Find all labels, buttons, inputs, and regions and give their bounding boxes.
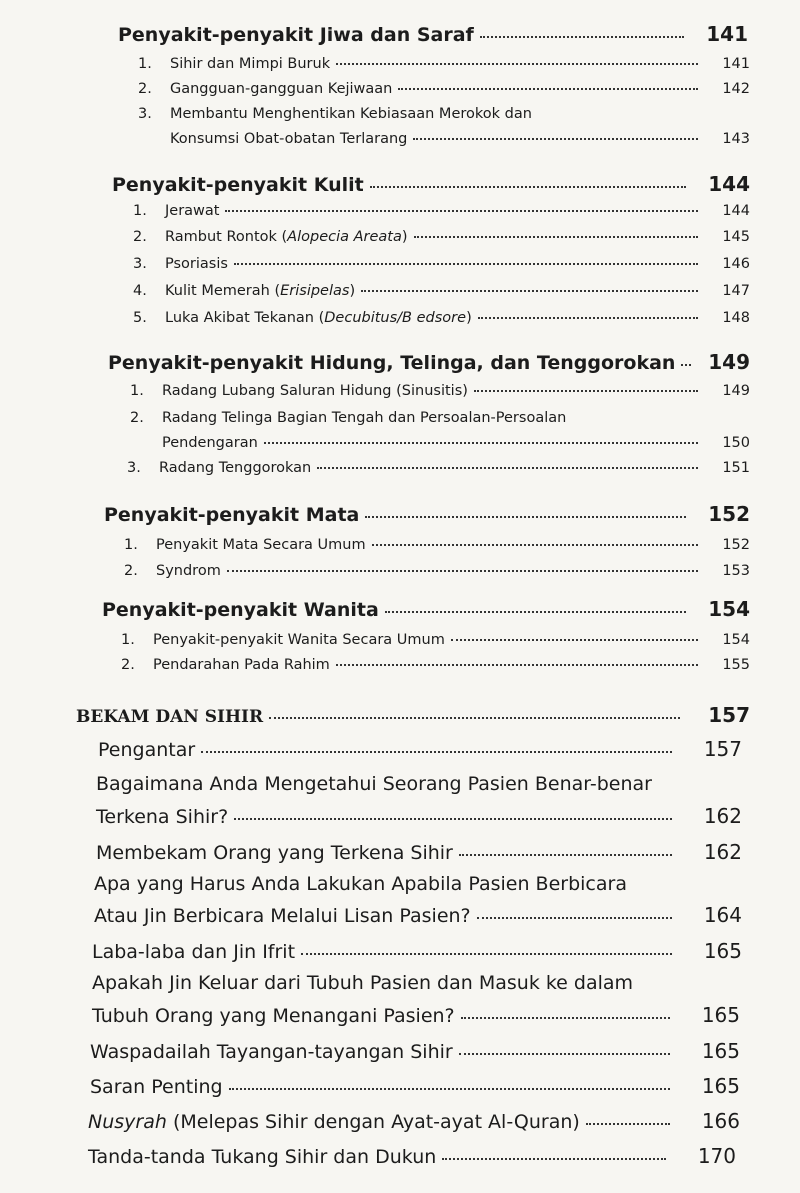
- toc-item[interactable]: [130, 383, 750, 399]
- toc-entry[interactable]: [88, 1109, 740, 1133]
- leader-dots: [459, 854, 672, 856]
- entry-title: Saran Penting: [90, 1076, 223, 1098]
- heading-page: 149: [708, 350, 750, 374]
- item-title: Pendengaran: [162, 435, 258, 451]
- leader-dots: [336, 664, 698, 666]
- entry-title: Nusyrah (Melepas Sihir dengan Ayat-ayat Al-Quran): [88, 1111, 580, 1133]
- entry-title: Atau Jin Berbicara Melalui Lisan Pasien?: [94, 905, 471, 927]
- entry-title: Bagaimana Anda Mengetahui Seorang Pasien Benar-benar: [96, 773, 652, 795]
- leader-dots: [227, 570, 698, 572]
- heading-title: Penyakit-penyakit Hidung, Telinga, dan Tenggorokan: [108, 352, 676, 374]
- item-title: Syndrom: [156, 563, 221, 579]
- entry-page: 165: [701, 1039, 740, 1063]
- leader-dots: [414, 236, 698, 238]
- leader-dots: [234, 818, 672, 820]
- leader-dots: [442, 1158, 666, 1160]
- heading-title: Penyakit-penyakit Jiwa dan Saraf: [118, 24, 474, 46]
- item-number: 4.: [133, 283, 147, 299]
- leader-dots: [269, 717, 680, 719]
- heading-title: Penyakit-penyakit Mata: [104, 504, 360, 526]
- item-number: 2.: [124, 563, 138, 579]
- toc-item[interactable]: [133, 310, 750, 326]
- item-number: 3.: [133, 256, 147, 272]
- item-page: 142: [722, 81, 750, 97]
- toc-entry[interactable]: [90, 1039, 740, 1063]
- toc-entry[interactable]: [92, 1003, 740, 1027]
- item-title: Kulit Memerah (Erisipelas): [165, 283, 356, 299]
- item-number: 3.: [138, 106, 152, 122]
- leader-dots: [451, 639, 698, 641]
- toc-item[interactable]: [127, 460, 750, 476]
- toc-item[interactable]: [162, 435, 750, 451]
- item-page: 155: [722, 657, 750, 673]
- toc-item[interactable]: [124, 563, 750, 579]
- item-title: Penyakit Mata Secara Umum: [156, 537, 366, 553]
- leader-dots: [474, 390, 698, 392]
- item-number: 1.: [130, 383, 144, 399]
- leader-dots: [477, 917, 672, 919]
- toc-entry[interactable]: [98, 737, 742, 761]
- entry-page: 170: [697, 1144, 736, 1168]
- toc-item-line: [138, 106, 532, 122]
- toc-item[interactable]: [170, 131, 750, 147]
- entry-page: 165: [703, 939, 742, 963]
- item-page: 143: [722, 131, 750, 147]
- item-page: 144: [722, 203, 750, 219]
- part-title: BEKAM DAN SIHIR: [76, 707, 264, 727]
- entry-page: 165: [701, 1003, 740, 1027]
- toc-item[interactable]: [133, 203, 750, 219]
- toc-item-line: [130, 410, 566, 426]
- item-title: Penyakit-penyakit Wanita Secara Umum: [153, 632, 445, 648]
- item-number: 1.: [133, 203, 147, 219]
- item-page: 149: [722, 383, 750, 399]
- heading-page: 144: [708, 172, 750, 196]
- toc-item[interactable]: [138, 81, 750, 97]
- item-title: Jerawat: [165, 203, 220, 219]
- entry-title: Terkena Sihir?: [96, 806, 229, 828]
- entry-title: Apakah Jin Keluar dari Tubuh Pasien dan Masuk ke dalam: [92, 972, 634, 994]
- toc-entry[interactable]: [96, 840, 742, 864]
- toc-entry-line: [96, 773, 652, 795]
- item-page: 154: [722, 632, 750, 648]
- entry-title: Pengantar: [98, 739, 196, 761]
- item-title: Konsumsi Obat-obatan Terlarang: [170, 131, 408, 147]
- leader-dots: [478, 317, 698, 319]
- leader-dots: [370, 186, 686, 188]
- toc-item[interactable]: [133, 283, 750, 299]
- heading-page: 152: [708, 502, 750, 526]
- item-number: 3.: [127, 460, 141, 476]
- heading-page: 154: [708, 597, 750, 621]
- leader-dots: [385, 611, 686, 613]
- toc-item[interactable]: [133, 229, 750, 245]
- toc-item[interactable]: [121, 657, 750, 673]
- item-page: 145: [722, 229, 750, 245]
- entry-title: Laba-laba dan Jin Ifrit: [92, 941, 296, 963]
- leader-dots: [461, 1017, 670, 1019]
- toc-entry-line: [92, 972, 633, 994]
- leader-dots: [586, 1123, 670, 1125]
- item-page: 148: [722, 310, 750, 326]
- leader-dots: [264, 442, 698, 444]
- toc-heading[interactable]: [112, 172, 750, 196]
- item-page: 150: [722, 435, 750, 451]
- item-page: 141: [722, 56, 750, 72]
- item-page: 147: [722, 283, 750, 299]
- leader-dots: [459, 1053, 670, 1055]
- entry-title: Tubuh Orang yang Menangani Pasien?: [92, 1005, 455, 1027]
- item-page: 151: [722, 460, 750, 476]
- item-title: Sihir dan Mimpi Buruk: [170, 56, 331, 72]
- entry-title: Waspadailah Tayangan-tayangan Sihir: [90, 1041, 453, 1063]
- leader-dots: [229, 1088, 670, 1090]
- toc-item[interactable]: [133, 256, 750, 272]
- item-title: Radang Tenggorokan: [159, 460, 312, 476]
- toc-entry[interactable]: [88, 1144, 736, 1168]
- leader-dots: [372, 544, 698, 546]
- entry-page: 157: [703, 737, 742, 761]
- leader-dots: [201, 751, 672, 753]
- item-page: 146: [722, 256, 750, 272]
- leader-dots: [681, 364, 691, 366]
- item-number: 1.: [121, 632, 135, 648]
- toc-item[interactable]: [121, 632, 750, 648]
- heading-title: Penyakit-penyakit Kulit: [112, 174, 364, 196]
- heading-title: Penyakit-penyakit Wanita: [102, 599, 379, 621]
- toc-heading[interactable]: [102, 597, 750, 621]
- leader-dots: [365, 516, 686, 518]
- leader-dots: [234, 263, 698, 265]
- toc-entry[interactable]: [92, 939, 742, 963]
- toc-entry-line: [94, 873, 627, 895]
- leader-dots: [336, 63, 698, 65]
- item-number: 2.: [121, 657, 135, 673]
- entry-page: 165: [701, 1074, 740, 1098]
- leader-dots: [361, 290, 698, 292]
- item-title: Rambut Rontok (Alopecia Areata): [165, 229, 408, 245]
- toc-heading[interactable]: [104, 502, 750, 526]
- item-title: Gangguan-gangguan Kejiwaan: [170, 81, 393, 97]
- item-number: 2.: [133, 229, 147, 245]
- item-title: Pendarahan Pada Rahim: [153, 657, 330, 673]
- item-page: 153: [722, 563, 750, 579]
- toc-item[interactable]: [138, 56, 750, 72]
- leader-dots: [301, 953, 672, 955]
- entry-page: 166: [701, 1109, 740, 1133]
- leader-dots: [398, 88, 698, 90]
- item-title: Luka Akibat Tekanan (Decubitus/B edsore): [165, 310, 472, 326]
- toc-entry[interactable]: [96, 804, 742, 828]
- toc-heading[interactable]: [108, 350, 750, 374]
- toc-heading[interactable]: [118, 22, 748, 46]
- item-title: Psoriasis: [165, 256, 228, 272]
- item-number: 5.: [133, 310, 147, 326]
- item-number: 1.: [124, 537, 138, 553]
- item-number: 1.: [138, 56, 152, 72]
- leader-dots: [225, 210, 698, 212]
- part-page: 157: [708, 703, 750, 727]
- leader-dots: [317, 467, 698, 469]
- toc-part-heading[interactable]: [76, 703, 750, 727]
- item-number: 2.: [130, 410, 144, 426]
- toc-entry[interactable]: [94, 903, 742, 927]
- leader-dots: [413, 138, 698, 140]
- heading-page: 141: [706, 22, 748, 46]
- toc-entry[interactable]: [90, 1074, 740, 1098]
- item-title: Radang Lubang Saluran Hidung (Sinusitis): [162, 383, 468, 399]
- leader-dots: [480, 36, 684, 38]
- item-title: Radang Telinga Bagian Tengah dan Persoalan-Persoalan: [162, 410, 567, 426]
- entry-title: Tanda-tanda Tukang Sihir dan Dukun: [88, 1146, 437, 1168]
- entry-title: Apa yang Harus Anda Lakukan Apabila Pasien Berbicara: [94, 873, 627, 895]
- entry-title: Membekam Orang yang Terkena Sihir: [96, 842, 453, 864]
- entry-page: 162: [703, 804, 742, 828]
- entry-page: 164: [703, 903, 742, 927]
- toc-item[interactable]: [124, 537, 750, 553]
- entry-page: 162: [703, 840, 742, 864]
- item-number: 2.: [138, 81, 152, 97]
- item-page: 152: [722, 537, 750, 553]
- item-title: Membantu Menghentikan Kebiasaan Merokok dan: [170, 106, 532, 122]
